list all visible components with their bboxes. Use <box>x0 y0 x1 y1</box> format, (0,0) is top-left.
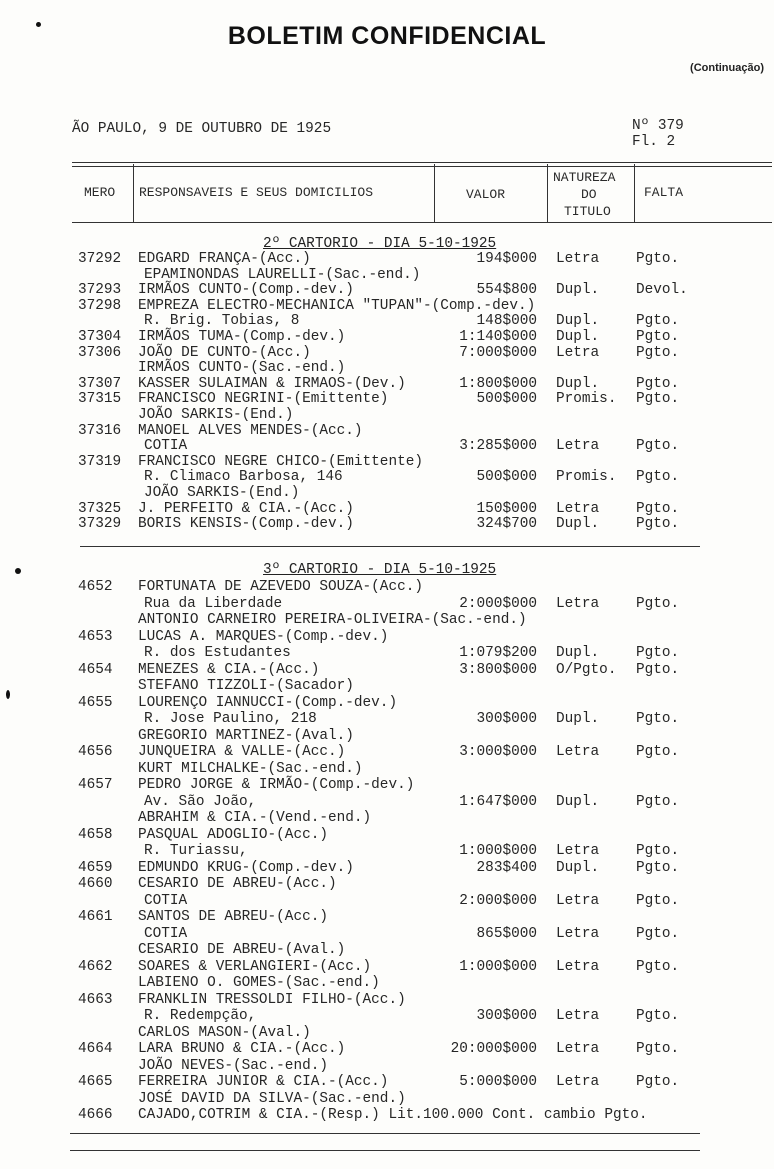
col-divider-4 <box>634 164 635 222</box>
row-number: 4652 <box>78 579 113 595</box>
row-number: 37325 <box>78 501 122 517</box>
table-row <box>0 926 774 942</box>
table-row <box>0 893 774 909</box>
row-fault: Pgto. <box>636 596 680 612</box>
row-value: 554$800 <box>476 282 537 298</box>
table-row <box>0 407 774 423</box>
row-fault: Pgto. <box>636 926 680 942</box>
header-top-rule <box>72 162 772 163</box>
row-responsible: JOÃO SARKIS-(End.) <box>138 407 294 423</box>
table-row <box>0 376 774 392</box>
row-fault: Pgto. <box>636 516 680 532</box>
table-row <box>0 678 774 694</box>
table-row <box>0 485 774 501</box>
col-divider-2 <box>434 164 435 222</box>
row-number: 4662 <box>78 959 113 975</box>
row-responsible: KURT MILCHALKE-(Sac.-end.) <box>138 761 363 777</box>
row-responsible: JUNQUEIRA & VALLE-(Acc.) <box>138 744 346 760</box>
row-number: 37329 <box>78 516 122 532</box>
table-row <box>0 1058 774 1074</box>
row-responsible: ABRAHIM & CIA.-(Vend.-end.) <box>138 810 372 826</box>
row-number: 37316 <box>78 423 122 439</box>
row-responsible: JOÃO NEVES-(Sac.-end.) <box>138 1058 328 1074</box>
table-row <box>0 516 774 532</box>
row-responsible: COTIA <box>144 893 188 909</box>
table-row <box>0 827 774 843</box>
binder-mark <box>36 22 41 27</box>
row-responsible: IRMÃOS CUNTO-(Sac.-end.) <box>138 360 346 376</box>
table-row <box>0 1074 774 1090</box>
row-title-nature: Letra <box>556 744 600 760</box>
row-responsible: IRMÃOS CUNTO-(Comp.-dev.) <box>138 282 354 298</box>
row-responsible: JOÃO SARKIS-(End.) <box>144 485 300 501</box>
row-responsible: BORIS KENSIS-(Comp.-dev.) <box>138 516 354 532</box>
row-number: 37293 <box>78 282 122 298</box>
row-responsible: SANTOS DE ABREU-(Acc.) <box>138 909 328 925</box>
row-fault: Pgto. <box>636 1008 680 1024</box>
place-date: ÃO PAULO, 9 DE OUTUBRO DE 1925 <box>72 121 332 137</box>
row-responsible: R. Jose Paulino, 218 <box>144 711 317 727</box>
table-row <box>0 329 774 345</box>
row-number: 4659 <box>78 860 113 876</box>
row-responsible: R. Turiassu, <box>144 843 248 859</box>
row-value: 324$700 <box>476 516 537 532</box>
row-value: 2:000$000 <box>459 596 537 612</box>
row-responsible: EDMUNDO KRUG-(Comp.-dev.) <box>138 860 354 876</box>
row-fault: Pgto. <box>636 469 680 485</box>
row-fault: Pgto. <box>636 794 680 810</box>
row-title-nature: Letra <box>556 843 600 859</box>
row-responsible: EMPREZA ELECTRO-MECHANICA "TUPAN"-(Comp.-dev.) <box>138 298 536 314</box>
row-number: 4658 <box>78 827 113 843</box>
row-title-nature: Letra <box>556 1008 600 1024</box>
row-value: 1:000$000 <box>459 843 537 859</box>
row-responsible: CAJADO,COTRIM & CIA.-(Resp.) Lit.100.000 Cont. cambio Pgto. <box>138 1107 648 1123</box>
row-fault: Pgto. <box>636 959 680 975</box>
row-responsible: LOURENÇO IANNUCCI-(Comp.-dev.) <box>138 695 398 711</box>
table-row <box>0 629 774 645</box>
row-number: 37292 <box>78 251 122 267</box>
table-row <box>0 251 774 267</box>
row-value: 1:800$000 <box>459 376 537 392</box>
row-fault: Pgto. <box>636 662 680 678</box>
row-value: 1:079$200 <box>459 645 537 661</box>
footer-rule <box>70 1133 700 1134</box>
row-value: 500$000 <box>476 391 537 407</box>
row-value: 1:000$000 <box>459 959 537 975</box>
row-title-nature: Letra <box>556 959 600 975</box>
row-responsible: R. dos Estudantes <box>144 645 291 661</box>
row-value: 20:000$000 <box>450 1041 537 1057</box>
header-falta: FALTA <box>644 185 684 200</box>
header-valor: VALOR <box>466 187 506 202</box>
row-fault: Pgto. <box>636 376 680 392</box>
table-row <box>0 1091 774 1107</box>
row-responsible: MENEZES & CIA.-(Acc.) <box>138 662 320 678</box>
row-value: 148$000 <box>476 313 537 329</box>
row-title-nature: Letra <box>556 893 600 909</box>
row-responsible: COTIA <box>144 438 188 454</box>
row-value: 1:647$000 <box>459 794 537 810</box>
row-title-nature: Dupl. <box>556 860 600 876</box>
row-title-nature: Dupl. <box>556 376 600 392</box>
row-responsible: LARA BRUNO & CIA.-(Acc.) <box>138 1041 346 1057</box>
row-responsible: R. Climaco Barbosa, 146 <box>144 469 343 485</box>
continuation-label: (Continuação) <box>690 62 764 74</box>
row-title-nature: Letra <box>556 251 600 267</box>
binder-mark <box>15 568 21 574</box>
table-row <box>0 843 774 859</box>
header-bottom-rule <box>72 222 772 223</box>
table-row <box>0 391 774 407</box>
row-number: 4653 <box>78 629 113 645</box>
section-end-rule <box>80 546 700 547</box>
footer-rule-2 <box>70 1150 700 1151</box>
header-natureza-3: TITULO <box>564 204 611 219</box>
row-fault: Pgto. <box>636 711 680 727</box>
row-value: 300$000 <box>476 1008 537 1024</box>
table-row <box>0 942 774 958</box>
table-row <box>0 345 774 361</box>
row-fault: Pgto. <box>636 329 680 345</box>
table-row <box>0 975 774 991</box>
table-row <box>0 1025 774 1041</box>
row-value: 3:285$000 <box>459 438 537 454</box>
row-title-nature: Letra <box>556 596 600 612</box>
row-number: 4654 <box>78 662 113 678</box>
row-responsible: MANOEL ALVES MENDES-(Acc.) <box>138 423 363 439</box>
table-row <box>0 501 774 517</box>
table-row <box>0 728 774 744</box>
row-responsible: FORTUNATA DE AZEVEDO SOUZA-(Acc.) <box>138 579 423 595</box>
row-responsible: PASQUAL ADOGLIO-(Acc.) <box>138 827 328 843</box>
row-responsible: GREGORIO MARTINEZ-(Aval.) <box>138 728 354 744</box>
row-responsible: CARLOS MASON-(Aval.) <box>138 1025 311 1041</box>
row-title-nature: Dupl. <box>556 516 600 532</box>
row-fault: Pgto. <box>636 313 680 329</box>
table-row <box>0 794 774 810</box>
row-title-nature: Letra <box>556 501 600 517</box>
row-responsible: LABIENO O. GOMES-(Sac.-end.) <box>138 975 380 991</box>
row-value: 865$000 <box>476 926 537 942</box>
row-title-nature: Dupl. <box>556 645 600 661</box>
row-number: 37306 <box>78 345 122 361</box>
table-row <box>0 876 774 892</box>
row-fault: Pgto. <box>636 1041 680 1057</box>
table-row <box>0 438 774 454</box>
table-row <box>0 711 774 727</box>
row-title-nature: Dupl. <box>556 282 600 298</box>
header-top-rule-2 <box>72 166 772 167</box>
header-responsaveis: RESPONSAVEIS E SEUS DOMICILIOS <box>139 185 374 200</box>
row-responsible: FRANKLIN TRESSOLDI FILHO-(Acc.) <box>138 992 406 1008</box>
row-fault: Pgto. <box>636 251 680 267</box>
row-value: 2:000$000 <box>459 893 537 909</box>
row-value: 3:800$000 <box>459 662 537 678</box>
section-title: 3º CARTORIO - DIA 5-10-1925 <box>263 562 497 578</box>
row-responsible: Rua da Liberdade <box>144 596 283 612</box>
row-title-nature: Dupl. <box>556 711 600 727</box>
col-divider-3 <box>547 164 548 222</box>
table-row <box>0 744 774 760</box>
row-fault: Pgto. <box>636 893 680 909</box>
row-number: 4666 <box>78 1107 113 1123</box>
row-responsible: PEDRO JORGE & IRMÃO-(Comp.-dev.) <box>138 777 415 793</box>
table-row <box>0 662 774 678</box>
col-divider-1 <box>133 164 134 222</box>
bulletin-number: Nº 379 <box>632 118 684 134</box>
row-responsible: COTIA <box>144 926 188 942</box>
row-title-nature: Letra <box>556 926 600 942</box>
header-natureza-2: DO <box>581 187 597 202</box>
row-title-nature: Letra <box>556 1041 600 1057</box>
row-fault: Pgto. <box>636 744 680 760</box>
table-row <box>0 579 774 595</box>
row-value: 7:000$000 <box>459 345 537 361</box>
row-responsible: FRANCISCO NEGRINI-(Emittente) <box>138 391 389 407</box>
table-row <box>0 612 774 628</box>
table-row <box>0 282 774 298</box>
row-fault: Pgto. <box>636 391 680 407</box>
table-row <box>0 909 774 925</box>
row-responsible: R. Brig. Tobias, 8 <box>144 313 300 329</box>
table-row <box>0 1107 774 1123</box>
row-number: 4665 <box>78 1074 113 1090</box>
row-number: 37307 <box>78 376 122 392</box>
table-row <box>0 298 774 314</box>
row-responsible: R. Redempção, <box>144 1008 257 1024</box>
table-row <box>0 454 774 470</box>
table-row <box>0 1041 774 1057</box>
row-value: 5:000$000 <box>459 1074 537 1090</box>
binder-mark <box>6 690 10 699</box>
table-row <box>0 959 774 975</box>
row-responsible: IRMÃOS TUMA-(Comp.-dev.) <box>138 329 346 345</box>
row-fault: Pgto. <box>636 860 680 876</box>
row-number: 37315 <box>78 391 122 407</box>
row-fault: Pgto. <box>636 645 680 661</box>
header-natureza-1: NATUREZA <box>553 170 616 185</box>
row-fault: Pgto. <box>636 843 680 859</box>
row-responsible: EDGARD FRANÇA-(Acc.) <box>138 251 311 267</box>
header-numero: MERO <box>84 185 116 200</box>
row-fault: Devol. <box>636 282 688 298</box>
row-title-nature: Letra <box>556 438 600 454</box>
row-number: 4657 <box>78 777 113 793</box>
row-responsible: CESARIO DE ABREU-(Acc.) <box>138 876 337 892</box>
row-value: 1:140$000 <box>459 329 537 345</box>
row-responsible: JOÃO DE CUNTO-(Acc.) <box>138 345 311 361</box>
row-value: 283$400 <box>476 860 537 876</box>
sheet-number: Fl. 2 <box>632 134 676 150</box>
table-row <box>0 992 774 1008</box>
row-number: 37304 <box>78 329 122 345</box>
row-responsible: LUCAS A. MARQUES-(Comp.-dev.) <box>138 629 389 645</box>
table-row <box>0 777 774 793</box>
row-responsible: Av. São João, <box>144 794 257 810</box>
row-responsible: J. PERFEITO & CIA.-(Acc.) <box>138 501 354 517</box>
row-title-nature: Dupl. <box>556 329 600 345</box>
section-title: 2º CARTORIO - DIA 5-10-1925 <box>263 236 497 252</box>
row-number: 4655 <box>78 695 113 711</box>
table-row <box>0 695 774 711</box>
row-title-nature: Letra <box>556 1074 600 1090</box>
row-number: 4664 <box>78 1041 113 1057</box>
row-value: 150$000 <box>476 501 537 517</box>
row-title-nature: Dupl. <box>556 794 600 810</box>
row-number: 4660 <box>78 876 113 892</box>
row-responsible: EPAMINONDAS LAURELLI-(Sac.-end.) <box>144 267 421 283</box>
row-number: 4661 <box>78 909 113 925</box>
row-responsible: FRANCISCO NEGRE CHICO-(Emittente) <box>138 454 423 470</box>
table-row <box>0 596 774 612</box>
row-responsible: CESARIO DE ABREU-(Aval.) <box>138 942 346 958</box>
table-row <box>0 423 774 439</box>
row-responsible: STEFANO TIZZOLI-(Sacador) <box>138 678 354 694</box>
table-row <box>0 360 774 376</box>
row-responsible: ANTONIO CARNEIRO PEREIRA-OLIVEIRA-(Sac.-end.) <box>138 612 527 628</box>
row-number: 37298 <box>78 298 122 314</box>
page-title: BOLETIM CONFIDENCIAL <box>227 22 547 50</box>
row-value: 500$000 <box>476 469 537 485</box>
row-title-nature: Promis. <box>556 391 617 407</box>
row-value: 194$000 <box>476 251 537 267</box>
row-responsible: SOARES & VERLANGIERI-(Acc.) <box>138 959 372 975</box>
row-title-nature: Letra <box>556 345 600 361</box>
row-title-nature: Dupl. <box>556 313 600 329</box>
table-row <box>0 810 774 826</box>
row-number: 37319 <box>78 454 122 470</box>
row-value: 3:000$000 <box>459 744 537 760</box>
table-row <box>0 267 774 283</box>
row-responsible: JOSÉ DAVID DA SILVA-(Sac.-end.) <box>138 1091 406 1107</box>
row-responsible: FERREIRA JUNIOR & CIA.-(Acc.) <box>138 1074 389 1090</box>
row-responsible: KASSER SULAIMAN & IRMAOS-(Dev.) <box>138 376 406 392</box>
table-row <box>0 761 774 777</box>
table-row <box>0 860 774 876</box>
row-fault: Pgto. <box>636 438 680 454</box>
row-value: 300$000 <box>476 711 537 727</box>
table-row <box>0 469 774 485</box>
table-row <box>0 645 774 661</box>
table-row <box>0 313 774 329</box>
row-title-nature: O/Pgto. <box>556 662 617 678</box>
row-number: 4656 <box>78 744 113 760</box>
row-fault: Pgto. <box>636 345 680 361</box>
row-fault: Pgto. <box>636 501 680 517</box>
row-fault: Pgto. <box>636 1074 680 1090</box>
row-number: 4663 <box>78 992 113 1008</box>
row-title-nature: Promis. <box>556 469 617 485</box>
table-row <box>0 1008 774 1024</box>
